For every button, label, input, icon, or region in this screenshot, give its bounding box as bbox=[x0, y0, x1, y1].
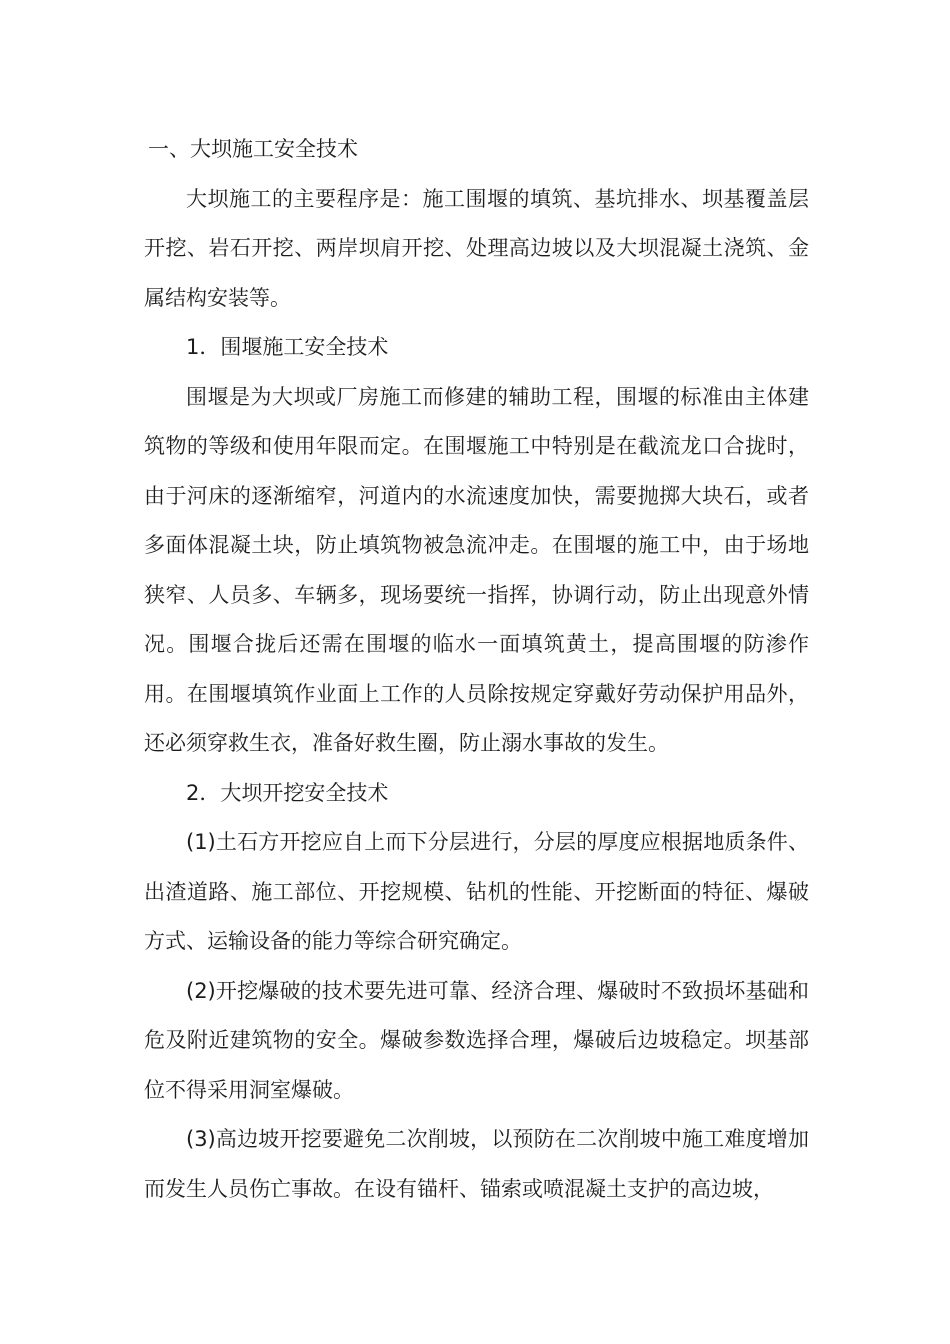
main-heading: 一、大坝施工安全技术 bbox=[148, 137, 358, 161]
section-2-item-1: (1)土石方开挖应自上而下分层进行，分层的厚度应根据地质条件、出渣道路、施工部位、开挖规模、钻机的性能、开挖断面的特征、爆破方式、运输设备的能力等综合研究确定。 bbox=[144, 830, 809, 953]
section-2-heading: 2．大坝开挖安全技术 bbox=[186, 780, 389, 805]
document-body bbox=[144, 125, 809, 1214]
section-2-item-3: (3)高边坡开挖要避免二次削坡，以预防在二次削坡中施工难度增加而发生人员伤亡事故。在设有锚杆、锚索或喷混凝土支护的高边坡， bbox=[144, 1127, 809, 1201]
section-1-heading: 1．围堰施工安全技术 bbox=[186, 335, 389, 359]
section-2-item-2: (2)开挖爆破的技术要先进可靠、经济合理、爆破时不致损坏基础和危及附近建筑物的安全。爆破参数选择合理，爆破后边坡稳定。坝基部位不得采用洞室爆破。 bbox=[144, 978, 809, 1102]
intro-paragraph: 大坝施工的主要程序是：施工围堰的填筑、基坑排水、坝基覆盖层开挖、岩石开挖、两岸坝肩开挖、处理高边坡以及大坝混凝土浇筑、金属结构安装等。 bbox=[144, 186, 809, 310]
section-1-paragraph: 围堰是为大坝或厂房施工而修建的辅助工程，围堰的标准由主体建筑物的等级和使用年限而定。在围堰施工中特别是在截流龙口合拢时，由于河床的逐渐缩窄，河道内的水流速度加快，需要抛掷大块石，或者多面体混凝土块，防止填筑物被急流冲走。在围堰的施工中，由于场地狭窄、人员多、车辆多，现场要统一指挥，协调行动，防止出现意外情况。围堰合拢后还需在围堰的临水一面填筑黄土，提高围堰的防渗作用。在围堰填筑作业面上工作的人员除按规定穿戴好劳动保护用品外，还必须穿救生衣，准备好救生圈，防止溺水事故的发生。 bbox=[144, 384, 809, 755]
